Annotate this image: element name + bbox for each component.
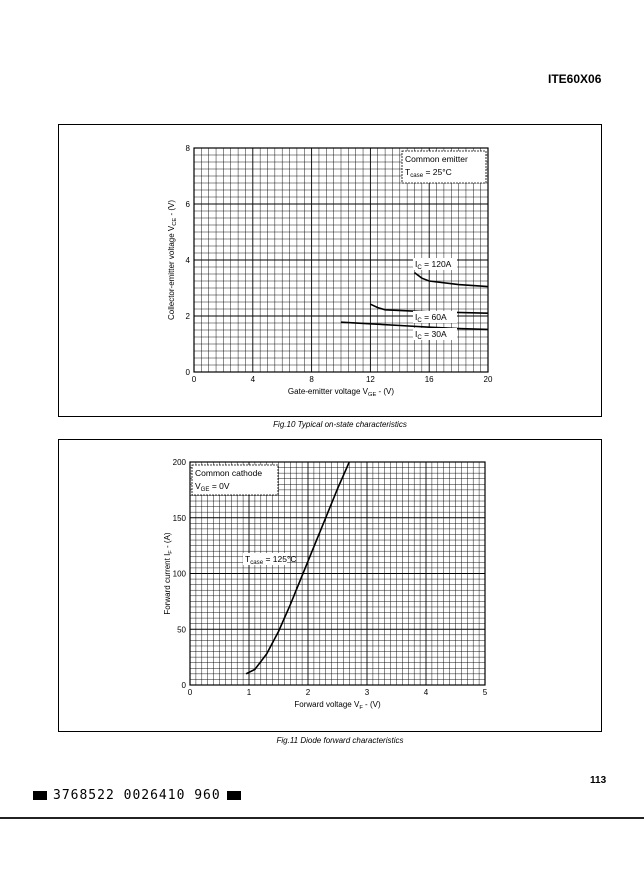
series-label: $I_C = 30A$ (415, 329, 447, 341)
bottom-rule (0, 817, 644, 819)
legend-line1: Common cathode (195, 468, 263, 478)
y-tick-label: 2 (185, 312, 190, 321)
x-tick-label: 16 (424, 375, 434, 384)
x-tick-label: 20 (483, 375, 493, 384)
x-axis-label: Forward voltage $V_F - (V)$ (294, 700, 381, 711)
series-label: $I_C = 120A$ (415, 259, 452, 271)
y-tick-label: 200 (172, 458, 186, 467)
fig10-frame (58, 124, 602, 417)
barcode-text: 3768522 0026410 960 (53, 788, 221, 803)
x-tick-label: 0 (191, 375, 197, 384)
y-tick-label: 0 (185, 368, 190, 377)
legend-line2: $T_{case} = 25^\circ C$ (405, 167, 452, 179)
part-number: ITE60X06 (548, 72, 602, 86)
x-tick-label: 0 (187, 688, 193, 697)
x-axis-label: Gate-emitter voltage $V_{GE} - (V)$ (287, 387, 395, 398)
x-tick-label: 5 (482, 688, 488, 697)
y-tick-label: 8 (185, 144, 190, 153)
y-tick-label: 0 (181, 681, 186, 690)
fig10-caption: Fig.10 Typical on-state characteristics (273, 420, 407, 429)
x-tick-label: 12 (365, 375, 375, 384)
series-label: $I_C = 60A$ (415, 312, 447, 324)
fig11-frame (58, 439, 602, 732)
x-tick-label: 8 (309, 375, 314, 384)
y-tick-label: 100 (172, 569, 186, 579)
barcode-right-block (227, 791, 241, 800)
legend-line2: $V_{GE} = 0V$ (195, 481, 230, 493)
barcode-left-block (33, 791, 47, 800)
y-tick-label: 6 (185, 200, 190, 209)
series-label: $T_{case} = 125^\circ C$ (245, 554, 297, 566)
x-tick-label: 2 (305, 688, 311, 697)
fig11-chart (59, 440, 601, 731)
barcode (33, 788, 241, 803)
y-axis-label: Collector-emitter voltage $V_{CE} - (V)$ (167, 199, 178, 321)
x-tick-label: 3 (364, 688, 370, 697)
y-axis-label: Forward current $I_F - (A)$ (163, 532, 174, 615)
legend-line1: Common emitter (405, 154, 468, 164)
fig11-caption: Fig.11 Diode forward characteristics (276, 736, 404, 745)
x-tick-label: 4 (423, 688, 429, 697)
x-tick-label: 4 (250, 375, 256, 384)
y-tick-label: 50 (177, 625, 186, 635)
y-tick-label: 150 (172, 513, 186, 523)
fig10-chart (59, 125, 601, 416)
page-number: 113 (590, 775, 607, 786)
y-tick-label: 4 (185, 256, 190, 265)
x-tick-label: 1 (246, 688, 252, 697)
